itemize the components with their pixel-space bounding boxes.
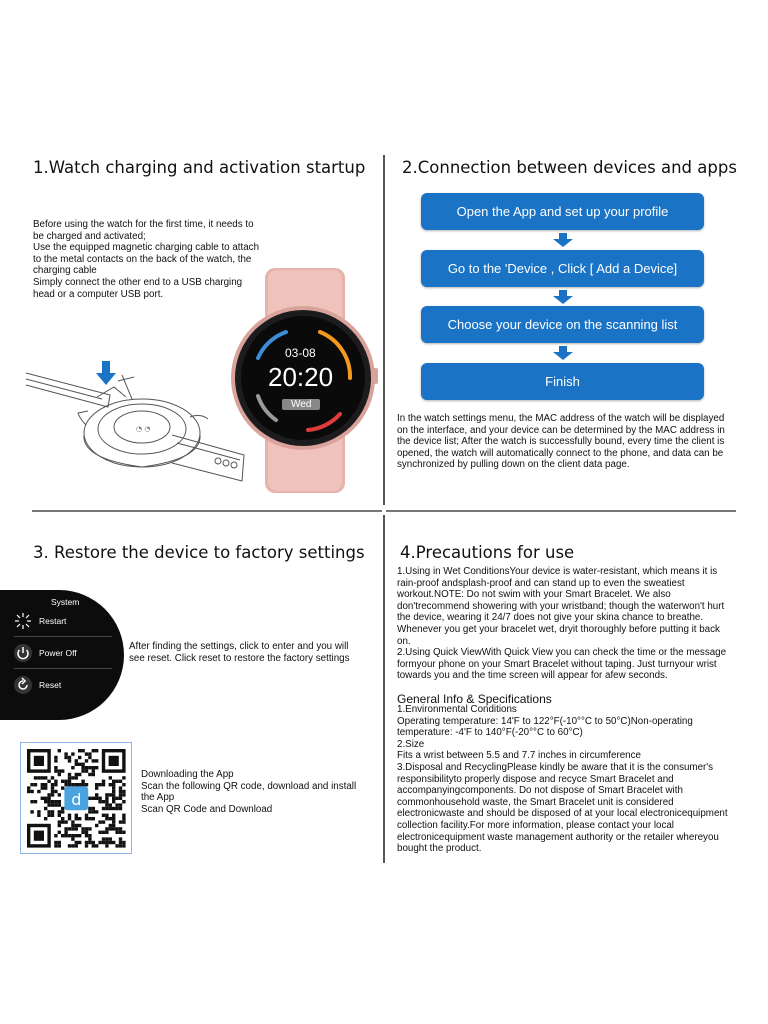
step-add-device: Go to the 'Device , Click [ Add a Device] — [421, 250, 704, 287]
section-1-title: 1.Watch charging and activation startup — [33, 158, 366, 177]
horizontal-divider-left — [32, 510, 382, 512]
section-3-text: After finding the settings, click to enter and you will see reset. Click reset to restore the factory settings — [129, 641, 350, 664]
qr-logo-glyph: d — [71, 789, 82, 809]
vertical-divider-top — [383, 155, 385, 505]
step-open-app: Open the App and set up your profile — [421, 193, 704, 230]
section-4-title: 4.Precautions for use — [400, 543, 575, 562]
vertical-divider-bottom — [383, 515, 385, 863]
qr-code — [20, 742, 132, 854]
down-arrow-icon — [96, 361, 116, 385]
smartwatch-image — [228, 268, 378, 493]
watch-time: 20:20 — [268, 362, 334, 392]
svg-text:◔ ◔: ◔ ◔ — [136, 425, 151, 433]
section-4-text: 1.Using in Wet ConditionsYour device is water-resistant, which means it is rain-proof andsplash-proof and can stand up to even the sweatiest workout.NOTE: Do not swim with your Smart Bracelet. We also don'trecommend showering with your wristband; though the waterwon't hurt the device, wearing it 24/7 does not give your skina chance to breathe. Whenever you get your bracelet wet, dryit thoroughly before putting it back on. 2.Using Quick ViewWith Quick View you can check the time or the message formyour phone on your Smart Bracelet without taping. Just turnyour wrist towards you and the time screen will appear for afew seconds. — [397, 566, 727, 682]
power-icon — [13, 643, 33, 663]
menu-item-power-off: Power Off — [13, 643, 77, 663]
spec-text: 1.Environmental Conditions Operating temperature: 14'F to 122°F(-10°°C to 50°C)Non-operating temperature: -4'F to 140°F(-20°°C to 60°C) 2.Size Fits a wrist between 5.5 and 7.7 inches in circumference 3.Disposal and RecyclingPlease kindly be aware that it is the consumer's responsibilityto properly dispose and recyce Smart Bracelet and accompanyingcomponents. Do not dispose of Smart Bracelet with commonhousehold waste, the Smart Bracelet unit is considered electronicwaste and should be disposed of at your local electronicequipment collection facility.For more information, please contact your local electronicequipment waste management authority or the retailer whereyou bought the product. — [397, 704, 728, 855]
restart-icon — [13, 611, 33, 631]
menu-item-reset: Reset — [13, 675, 61, 695]
down-arrow-icon — [553, 290, 573, 304]
qr-instructions: Downloading the App Scan the following QR code, download and install the App Scan QR Code and Download — [141, 769, 357, 815]
step-finish: Finish — [421, 363, 704, 400]
spec-title: General Info & Specifications — [397, 692, 552, 706]
menu-item-restart: Restart — [13, 611, 66, 631]
watch-date: 03-08 — [285, 346, 316, 360]
section-3-title: 3. Restore the device to factory settings — [33, 543, 365, 562]
menu-separator — [14, 668, 112, 669]
system-menu-header: System — [51, 597, 80, 607]
horizontal-divider-right — [386, 510, 736, 512]
charging-illustration — [22, 355, 247, 490]
reset-icon — [13, 675, 33, 695]
step-choose-device: Choose your device on the scanning list — [421, 306, 704, 343]
watch-day: Wed — [282, 399, 320, 410]
section-2-title: 2.Connection between devices and apps — [402, 158, 737, 177]
down-arrow-icon — [553, 233, 573, 247]
menu-separator — [14, 636, 112, 637]
down-arrow-icon — [553, 346, 573, 360]
section-2-text: In the watch settings menu, the MAC address of the watch will be displayed on the interface, and your device can be determined by the MAC address in the device list; After the watch is successfully bound, every time the client is opened, the watch will automatically connect to the phone, and data can be synchronized by pulling down on the client data page. — [397, 413, 725, 471]
system-menu-screen — [0, 590, 124, 720]
section-1-text: Before using the watch for the first time, it needs to be charged and activated; Use the equipped magnetic charging cable to attach to the metal contacts on the back of the watch, the charging cable Simply connect the other end to a USB charging head or a computer USB port. — [33, 219, 260, 300]
